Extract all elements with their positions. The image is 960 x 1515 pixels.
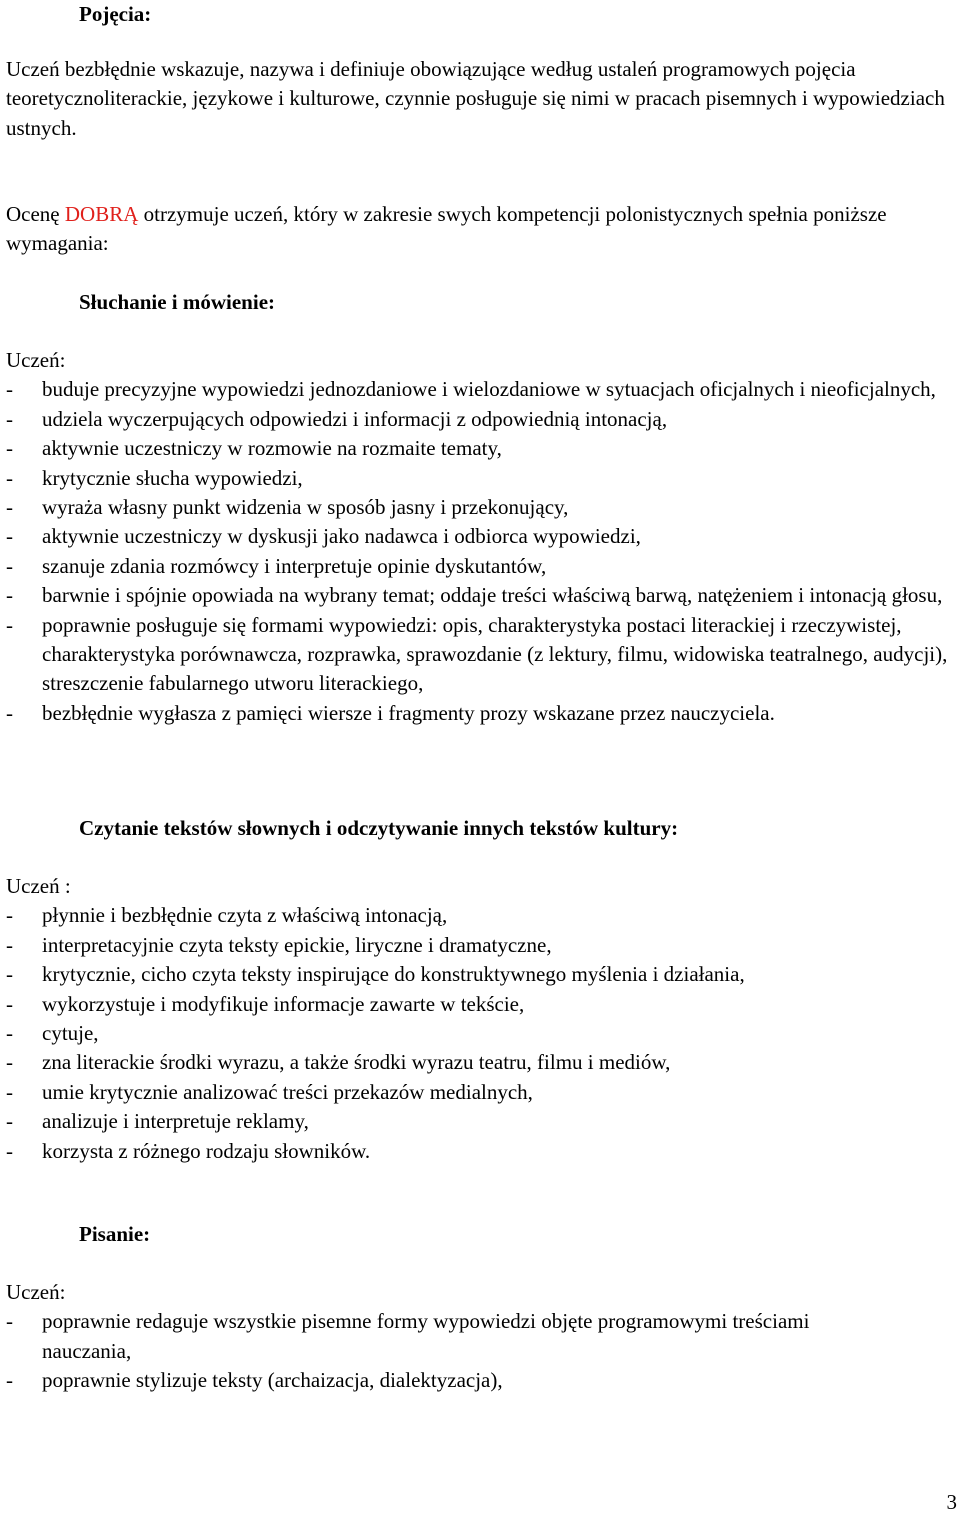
list-item: - wykorzystuje i modyfikuje informacje zawarte w tekście, <box>6 991 525 1016</box>
reading-heading: Czytanie tekstów słownych i odczytywanie innych tekstów kultury: <box>79 816 679 840</box>
writing-student-label: Uczeń: <box>6 1280 66 1304</box>
list-item: - krytycznie, cicho czyta teksty inspirujące do konstruktywnego myślenia i działania, <box>6 962 745 987</box>
list-item: - aktywnie uczestniczy w dyskusji jako nadawca i odbiorca wypowiedzi, <box>6 524 641 549</box>
list-item: - krytycznie słucha wypowiedzi, <box>6 465 303 490</box>
page-number: 3 <box>946 1490 957 1514</box>
list-item: - buduje precyzyjne wypowiedzi jednozdaniowe i wielozdaniowe w sytuacjach oficjalnych i nieoficjalnych, <box>6 377 936 402</box>
reading-student-label: Uczeń : <box>6 874 71 898</box>
grade-intro-block <box>6 200 900 259</box>
grade-name: DOBRĄ <box>64 202 139 226</box>
reading-list <box>6 901 810 1166</box>
list-item: - udziela wyczerpujących odpowiedzi i informacji z odpowiednią intonacją, <box>6 406 668 431</box>
list-item: - umie krytycznie analizować treści przekazów medialnych, <box>6 1079 533 1104</box>
list-item: - zna literackie środki wyrazu, a także środki wyrazu teatru, filmu i mediów, <box>6 1050 671 1075</box>
list-item: - interpretacyjnie czyta teksty epickie, liryczne i dramatyczne, <box>6 932 552 957</box>
list-item: - płynnie i bezbłędnie czyta z właściwą intonacją, <box>6 903 448 928</box>
writing-list <box>6 1307 890 1395</box>
grade-intro-prefix: Ocenę <box>6 202 65 226</box>
list-item: - barwnie i spójnie opowiada na wybrany temat; oddaje treści właściwą barwą, natężeniem i intonacją głosu, <box>6 583 943 608</box>
reading-heading-block <box>79 814 956 843</box>
concepts-heading: Pojęcia: <box>79 2 152 26</box>
list-item: - szanuje zdania rozmówcy i interpretuje opinie dyskutantów, <box>6 553 547 578</box>
concepts-paragraph: Uczeń bezbłędnie wskazuje, nazywa i definiuje obowiązujące według ustaleń programowych pojęcia teoretycznoliterackie, językowe i kulturowe, czynnie posługuje się nimi w pracach pisemnych i wypowiedziach ustnych. <box>6 57 945 140</box>
list-item: - aktywnie uczestniczy w rozmowie na rozmaite tematy, <box>6 436 502 461</box>
list-item: - analizuje i interpretuje reklamy, <box>6 1109 309 1134</box>
listening-list <box>6 375 956 728</box>
list-item: - wyraża własny punkt widzenia w sposób jasny i przekonujący, <box>6 495 569 520</box>
grade-intro-paragraph <box>6 200 900 259</box>
writing-heading: Pisanie: <box>79 1222 151 1246</box>
list-item: - poprawnie stylizuje teksty (archaizacja, dialektyzacja), <box>6 1368 503 1393</box>
concepts-paragraph-block <box>6 55 952 143</box>
listening-block <box>6 346 956 728</box>
writing-heading-block <box>79 1220 956 1249</box>
listening-student-label: Uczeń: <box>6 348 66 372</box>
list-item: - poprawnie redaguje wszystkie pisemne formy wypowiedzi objęte programowymi treściami nauczania, <box>6 1309 810 1363</box>
list-item: - korzysta z różnego rodzaju słowników. <box>6 1138 371 1163</box>
grade-intro-suffix: otrzymuje uczeń, który w zakresie swych kompetencji polonistycznych spełnia poniższe wymagania: <box>6 202 887 256</box>
concepts-heading-block <box>79 0 956 29</box>
listening-heading: Słuchanie i mówienie: <box>79 290 276 314</box>
writing-block <box>6 1278 890 1396</box>
list-item: - bezbłędnie wygłasza z pamięci wiersze i fragmenty prozy wskazane przez nauczyciela. <box>6 700 775 725</box>
listening-heading-block <box>79 288 956 317</box>
list-item: - poprawnie posługuje się formami wypowiedzi: opis, charakterystyka postaci literackiej i rzeczywistej, charakterystyka porównawcza, rozprawka, sprawozdanie (z lektury, filmu, widowiska teatralnego, audycji), streszczenie fabularnego utworu literackiego, <box>6 612 948 696</box>
reading-block <box>6 872 810 1166</box>
list-item: - cytuje, <box>6 1021 99 1046</box>
